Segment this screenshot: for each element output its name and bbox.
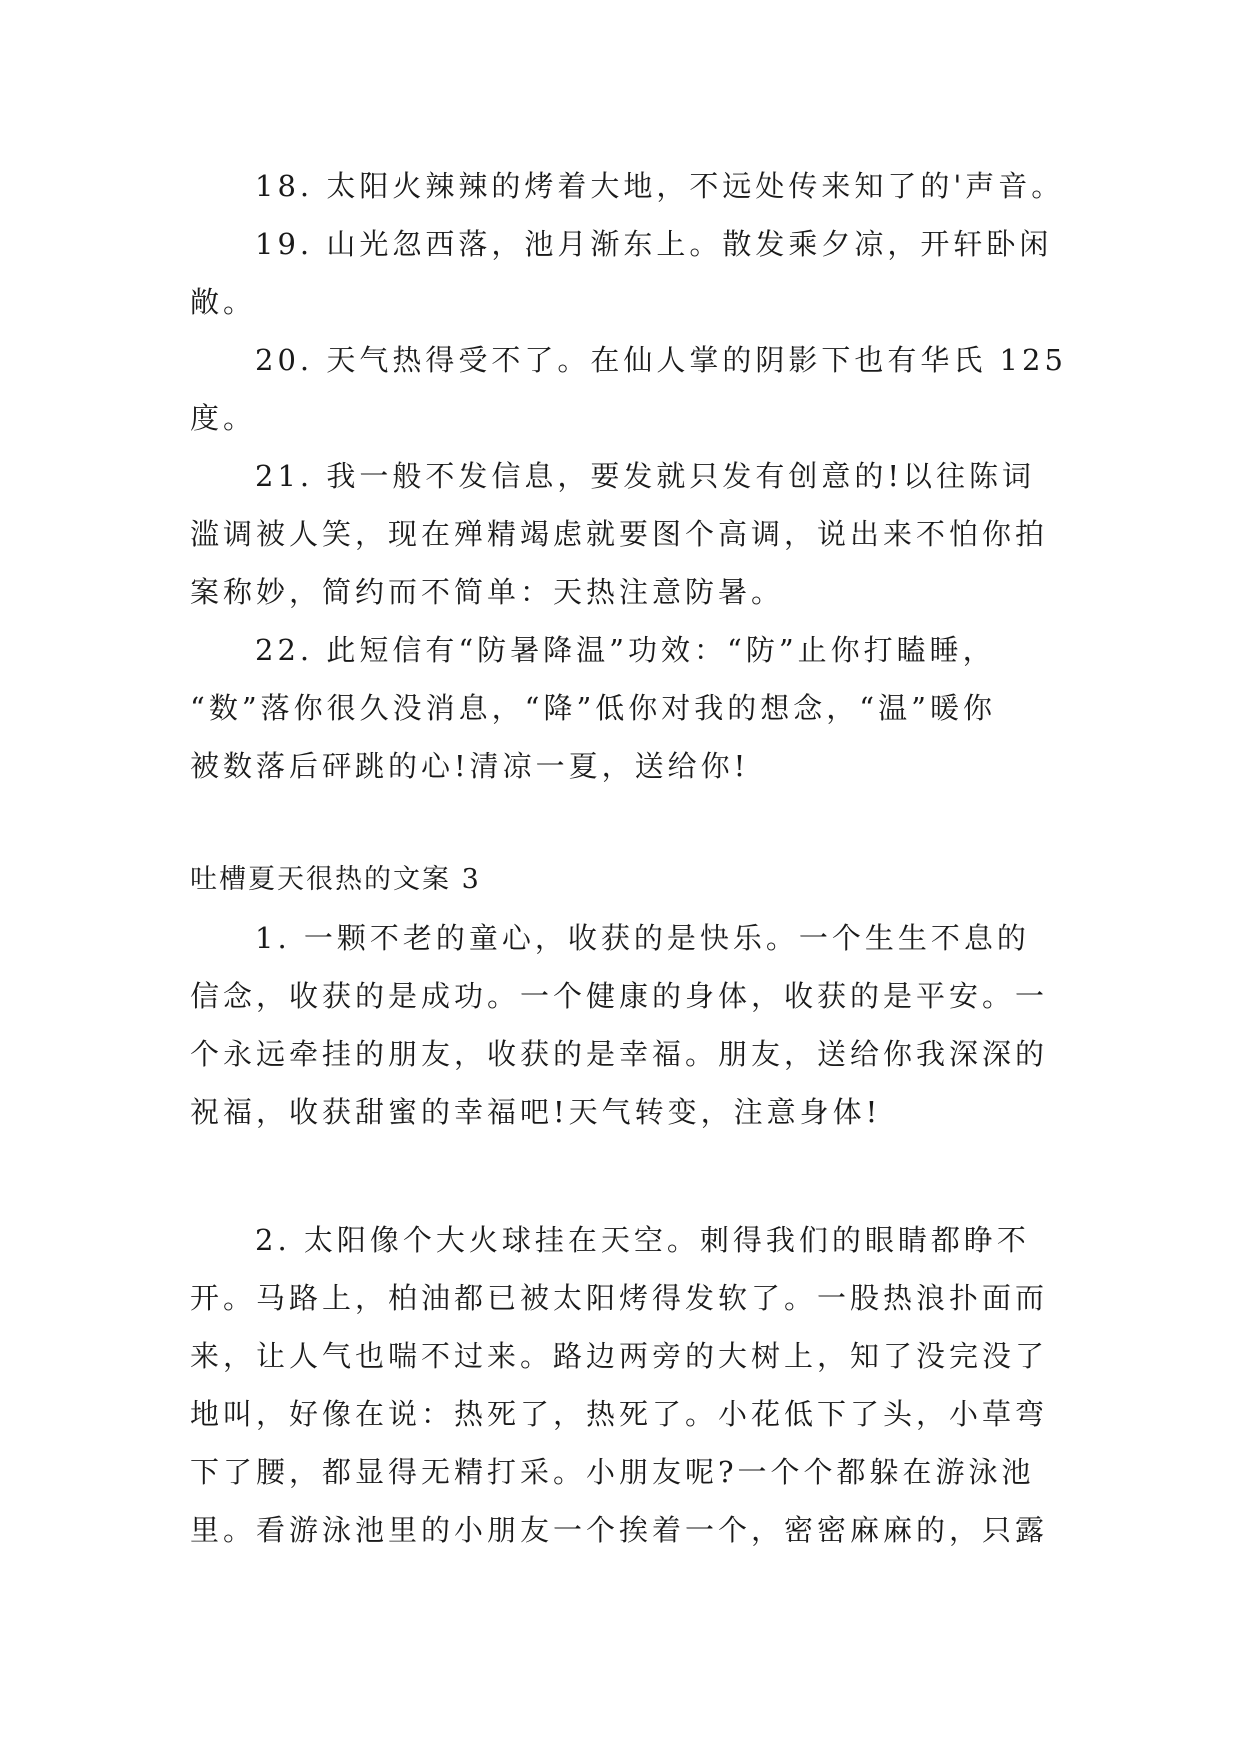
paragraph-2-line-4: 地叫，好像在说：热死了，热死了。小花低下了头，小草弯 <box>190 1397 1049 1431</box>
paragraph-22-line-3: 被数落后砰跳的心!清凉一夏，送给你! <box>190 749 750 783</box>
paragraph-19-line-2: 敞。 <box>190 285 257 319</box>
paragraph-2-line-1: 2. 太阳像个大火球挂在天空。刺得我们的眼睛都睁不 <box>255 1223 1030 1257</box>
paragraph-1-line-4: 祝福，收获甜蜜的幸福吧!天气转变，注意身体! <box>190 1095 882 1129</box>
paragraph-2-line-2: 开。马路上，柏油都已被太阳烤得发软了。一股热浪扑面而 <box>190 1281 1049 1315</box>
paragraph-19-line-1: 19. 山光忽西落，池月渐东上。散发乘夕凉，开轩卧闲 <box>255 227 1053 261</box>
paragraph-20-line-1: 20. 天气热得受不了。在仙人掌的阴影下也有华氏 125 <box>255 343 1067 377</box>
paragraph-2-line-5: 下了腰，都显得无精打采。小朋友呢?一个个都躲在游泳池 <box>190 1455 1035 1489</box>
paragraph-21-line-3: 案称妙，简约而不简单：天热注意防暑。 <box>190 575 785 609</box>
paragraph-20-line-2: 度。 <box>190 401 257 435</box>
paragraph-22-line-2: “数”落你很久没消息，“降”低你对我的想念，“温”暖你 <box>190 691 996 725</box>
paragraph-1-line-2: 信念，收获的是成功。一个健康的身体，收获的是平安。一 <box>190 979 1049 1013</box>
paragraph-18-line-1: 18. 太阳火辣辣的烤着大地，不远处传来知了的'声音。 <box>255 169 1065 203</box>
paragraph-21-line-2: 滥调被人笑，现在殚精竭虑就要图个高调，说出来不怕你拍 <box>190 517 1049 551</box>
paragraph-1-line-1: 1. 一颗不老的童心，收获的是快乐。一个生生不息的 <box>255 921 1030 955</box>
paragraph-21-line-1: 21. 我一般不发信息，要发就只发有创意的!以往陈词 <box>255 459 1035 493</box>
paragraph-22-line-1: 22. 此短信有“防暑降温”功效：“防”止你打瞌睡， <box>255 633 996 667</box>
paragraph-1-line-3: 个永远牵挂的朋友，收获的是幸福。朋友，送给你我深深的 <box>190 1037 1049 1071</box>
paragraph-2-line-3: 来，让人气也喘不过来。路边两旁的大树上，知了没完没了 <box>190 1339 1049 1373</box>
section-heading: 吐槽夏天很热的文案 3 <box>190 864 481 895</box>
paragraph-2-line-6: 里。看游泳池里的小朋友一个挨着一个，密密麻麻的，只露 <box>190 1513 1049 1547</box>
